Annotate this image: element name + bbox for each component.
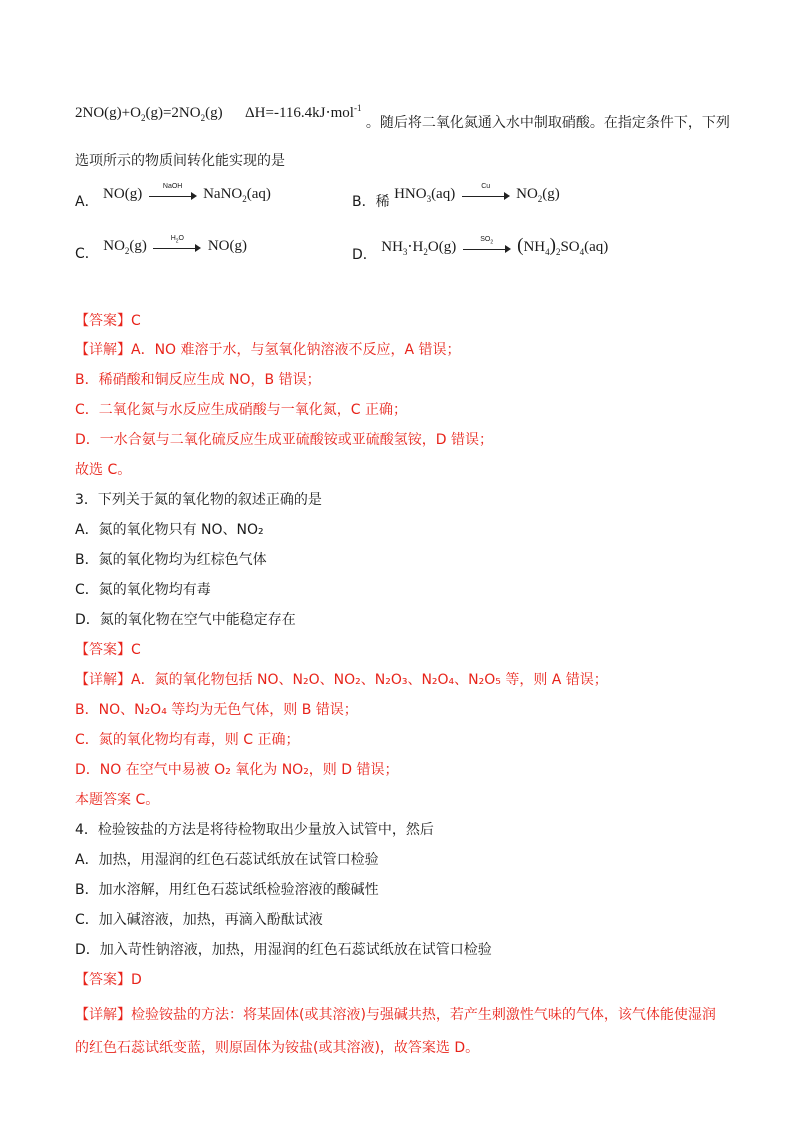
q3-detail-line: D．NO 在空气中易被 O₂ 氧化为 NO₂，则 D 错误； xyxy=(75,762,399,778)
reaction-arrow-icon: $SO_2$ xyxy=(463,240,511,254)
q2-text-line2: 选项所示的物质间转化能实现的是 xyxy=(75,153,285,169)
q2-detail-line: 故选 C。 xyxy=(75,462,132,478)
q4-detail-line: 的红色石蕊试纸变蓝，则原固体为铵盐(或其溶液)，故答案选 D。 xyxy=(75,1040,480,1056)
q4-option-c: C．加入碱溶液，加热，再滴入酚酞试液 xyxy=(75,912,323,928)
q4-stem: 4．检验铵盐的方法是将待检物取出少量放入试管中，然后 xyxy=(75,822,434,838)
q3-detail-line: B．NO、N₂O₄ 等均为无色气体，则 B 错误； xyxy=(75,702,358,718)
q2-detail-line: C．二氧化氮与水反应生成硝酸与一氧化氮，C 正确； xyxy=(75,402,407,418)
enthalpy-change: ΔH=-116.4kJ⋅mol$^{-1}$ xyxy=(245,103,362,121)
q4-detail-line: 【详解】检验铵盐的方法：将某固体(或其溶液)与强碱共热，若产生刺激性气味的气体，该气体能使湿润 xyxy=(75,1007,716,1023)
q2-answer: 【答案】C xyxy=(75,313,141,329)
q4-answer: 【答案】D xyxy=(75,972,142,988)
q2-detail-line: B．稀硝酸和铜反应生成 NO，B 错误； xyxy=(75,372,321,388)
q3-detail-line: C．氮的氧化物均有毒，则 C 正确； xyxy=(75,732,300,748)
q2-text-tail: 。随后将二氧化氮通入水中制取硝酸。在指定条件下，下列 xyxy=(365,115,730,131)
q3-option-b: B．氮的氧化物均为红棕色气体 xyxy=(75,552,267,568)
q4-option-a: A．加热，用湿润的红色石蕊试纸放在试管口检验 xyxy=(75,852,379,868)
q2-option-b: B．稀 $HNO_3(aq)$ Cu $NO_2(g)$ xyxy=(352,183,560,210)
q3-stem: 3．下列关于氮的氧化物的叙述正确的是 xyxy=(75,492,322,508)
reaction-line xyxy=(75,98,730,131)
q3-detail-line: 【详解】A．氮的氧化物包括 NO、N₂O、NO₂、N₂O₃、N₂O₄、N₂O₅ 等，则 A 错误； xyxy=(75,672,608,688)
reaction-arrow-icon: $H_2O$ xyxy=(153,239,201,253)
q2-detail-line: D．一水合氨与二氧化硫反应生成亚硫酸铵或亚硫酸氢铵，D 错误； xyxy=(75,432,494,448)
q2-detail-line: 【详解】A．NO 难溶于水，与氢氧化钠溶液不反应，A 错误； xyxy=(75,342,461,358)
q3-answer: 【答案】C xyxy=(75,642,141,658)
reaction-equation: $2NO(g)+O_2(g)=2NO_2(g)$ xyxy=(75,105,223,123)
q3-option-a: A．氮的氧化物只有 NO、NO₂ xyxy=(75,522,264,538)
q2-option-d: D． $NH_3\cdot H_2O(g)$ $SO_2$ $(NH_4)_2SO_4(aq)$ xyxy=(352,235,609,263)
q3-option-c: C．氮的氧化物均有毒 xyxy=(75,582,211,598)
q3-option-d: D．氮的氧化物在空气中能稳定存在 xyxy=(75,612,296,628)
q4-option-d: D．加入苛性钠溶液，加热，用湿润的红色石蕊试纸放在试管口检验 xyxy=(75,942,492,958)
q2-option-a: A． NO(g) NaOH NaNO$_2$(aq) xyxy=(75,183,271,210)
q2-option-c: C． $NO_2(g)$ $H_2O$ NO(g) xyxy=(75,235,247,262)
reaction-arrow-icon: Cu xyxy=(462,187,510,201)
q3-detail-line: 本题答案 C。 xyxy=(75,792,160,808)
q4-option-b: B．加水溶解，用红色石蕊试纸检验溶液的酸碱性 xyxy=(75,882,379,898)
reaction-arrow-icon: NaOH xyxy=(149,187,197,201)
